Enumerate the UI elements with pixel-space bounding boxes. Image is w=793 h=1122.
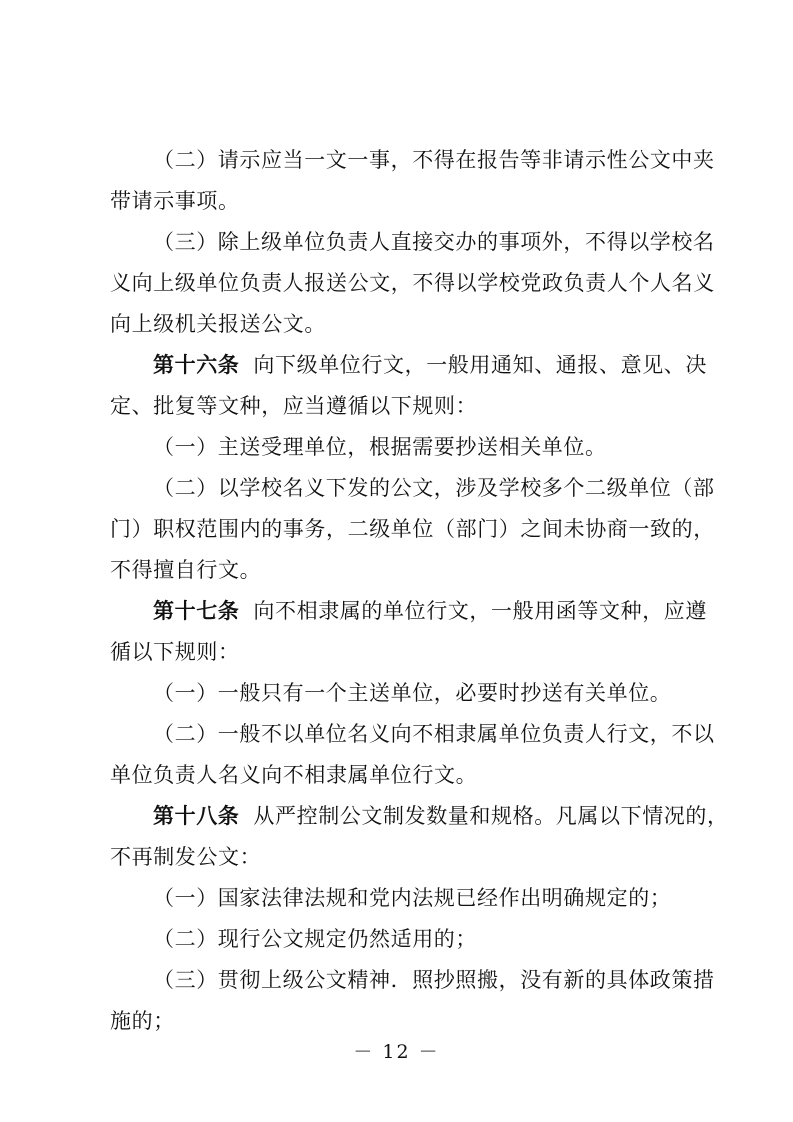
paragraph-line: 定、批复等文种，应当遵循以下规则： [110,394,478,418]
article-heading: 第十六条 [153,353,240,377]
paragraph-line: 义向上级单位负责人报送公文，不得以学校党政负责人个人名义 [110,271,715,295]
article-line [153,352,708,378]
paragraph-line: 带请示事项。 [110,189,240,213]
paragraph-line: （三）除上级单位负责人直接交办的事项外，不得以学校名 [153,230,715,254]
paragraph-line: （一）一般只有一个主送单位，必要时抄送有关单位。 [153,681,672,705]
paragraph-text: 向不相隶属的单位行文，一般用函等文种，应遵 [253,599,708,623]
paragraph-line: 不再制发公文： [110,845,262,869]
article-line [153,803,729,829]
article-heading: 第十七条 [153,599,240,623]
paragraph-line: （一）主送受理单位，根据需要抄送相关单位。 [153,435,607,459]
paragraph-text: 从严控制公文制发数量和规格。凡属以下情况的， [253,804,729,828]
article-line [153,598,708,624]
paragraph-line: 门）职权范围内的事务，二级单位（部门）之间未协商一致的， [110,517,715,541]
paragraph-line: （二）请示应当一文一事，不得在报告等非请示性公文中夹 [153,148,715,172]
page-number: － 12 － [353,1041,440,1063]
paragraph-line: 循以下规则： [110,640,240,664]
paragraph-line: （二）现行公文规定仍然适用的； [153,927,477,951]
paragraph-line: （三）贯彻上级公文精神．照抄照搬，没有新的具体政策措 [153,968,715,992]
paragraph-line: 不得擅自行文。 [110,558,262,582]
paragraph-line: （二）一般不以单位名义向不相隶属单位负责人行文，不以 [153,722,715,746]
article-heading: 第十八条 [153,804,240,828]
paragraph-text: 向下级单位行文，一般用通知、通报、意见、决 [253,353,708,377]
paragraph-line: 向上级机关报送公文。 [110,312,326,336]
paragraph-line: （一）国家法律法规和党内法规已经作出明确规定的； [153,886,672,910]
paragraph-line: 单位负责人名义向不相隶属单位行文。 [110,763,478,787]
paragraph-line: （二）以学校名义下发的公文，涉及学校多个二级单位（部 [153,476,715,500]
paragraph-line: 施的； [110,1009,175,1033]
